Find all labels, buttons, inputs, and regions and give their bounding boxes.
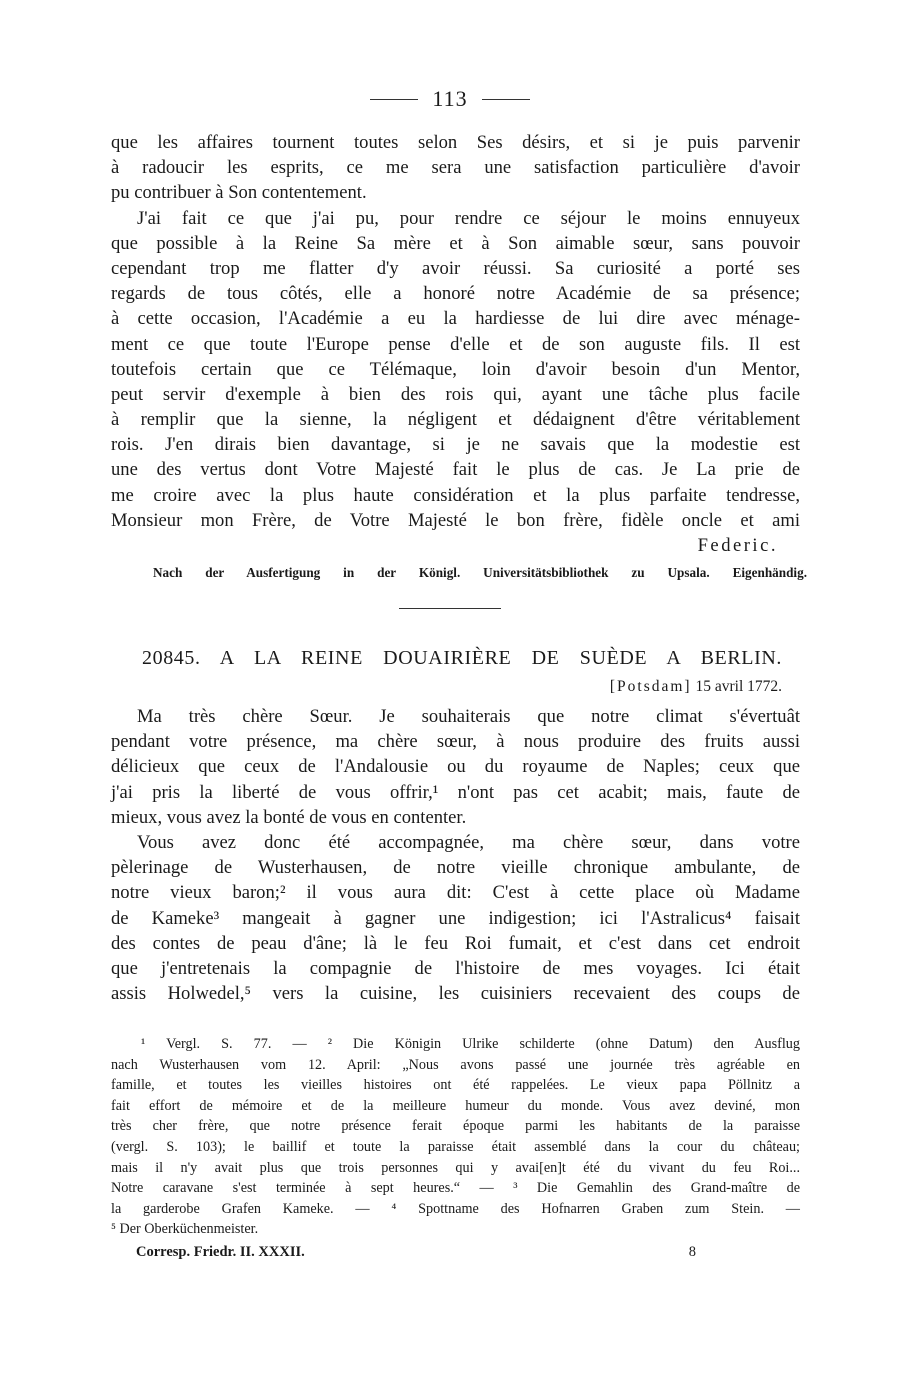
text-line: assis Holwedel,⁵ vers la cuisine, les cuisiniers recevaient des coups de bbox=[111, 983, 800, 1005]
footnote-line: fait effort de mémoire et de la meilleure humeur du monde. Vous avez deviné, mon bbox=[111, 1097, 800, 1114]
footnotes bbox=[111, 1034, 800, 1240]
footnote-line: ⁵ Der Oberküchenmeister. bbox=[111, 1221, 259, 1238]
text-line: que les affaires tournent toutes selon Ses désirs, et si je puis parvenir bbox=[111, 132, 800, 153]
text-line: à cette occasion, l'Académie a eu la hardiesse de lui dire avec ménage- bbox=[111, 308, 800, 330]
letter-title: A LA REINE DOUAIRIÈRE DE SUÈDE A BERLIN. bbox=[219, 647, 782, 669]
text-line: rois. J'en dirais bien davantage, si je ne savais que la modestie est bbox=[111, 434, 800, 456]
source-note: Nach der Ausfertigung in der Königl. Universitätsbibliothek zu Upsala. Eigenhändig. bbox=[153, 565, 807, 580]
letter-heading bbox=[142, 644, 782, 672]
footnote-line: la garderobe Grafen Kameke. — ⁴ Spottname des Hofnarren Graben zum Stein. — bbox=[111, 1200, 800, 1217]
text-line: Monsieur mon Frère, de Votre Majesté le bon frère, fidèle oncle et ami bbox=[111, 509, 800, 531]
letter-signature: Federic. bbox=[697, 535, 778, 556]
text-line: j'ai pris la liberté de vous offrir,¹ n'ont pas cet acabit; mais, faute de bbox=[111, 781, 800, 803]
page-number: 113 bbox=[432, 86, 468, 111]
footnote-line: mais il n'y avait plus que trois personnes qui y avai[en]t été du vivant du feu Roi... bbox=[111, 1159, 800, 1176]
text-line: des contes de peau d'âne; là le feu Roi fumait, et c'est dans cet endroit bbox=[111, 932, 800, 954]
text-line: à radoucir les esprits, ce me sera une satisfaction particulière d'avoir bbox=[111, 157, 800, 179]
text-line: Ma très chère Sœur. Je souhaiterais que notre climat s'évertuât bbox=[137, 706, 800, 727]
text-line: à remplir que la sienne, la négligent et dédaignent d'être véritablement bbox=[111, 409, 800, 431]
text-line: notre vieux baron;² il vous aura dit: C'est à cette place où Madame bbox=[111, 882, 800, 904]
footnote-line: (vergl. S. 103); le baillif et toute la paraisse était assemblé dans la cour du château; bbox=[111, 1138, 800, 1155]
text-line: regards de tous côtés, elle a honoré notre Académie de sa présence; bbox=[111, 283, 800, 305]
footnote-line: très cher frère, que notre présence ferait époque parmi les habitants de la paraisse bbox=[111, 1118, 800, 1135]
footnote-line: famille, et toutes les vieilles histoires ont été rappelées. Le vieux papa Pöllnitz a bbox=[111, 1077, 800, 1094]
text-line: J'ai fait ce que j'ai pu, pour rendre ce séjour le moins ennuyeux bbox=[137, 207, 800, 229]
text-line: pu contribuer à Son contentement. bbox=[111, 182, 367, 204]
letter-place: [Potsdam] bbox=[609, 678, 692, 695]
previous-letter-text bbox=[111, 130, 800, 558]
letter-dateline bbox=[480, 675, 782, 699]
text-line: cependant trop me flatter d'y avoir réussi. Sa curiosité a porté ses bbox=[111, 257, 800, 279]
sheet-number: 8 bbox=[688, 1244, 696, 1260]
text-line: mieux, vous avez la bonté de vous en contenter. bbox=[111, 806, 467, 828]
header-rule-left bbox=[370, 99, 418, 100]
text-line: que j'entretenais la compagnie de l'histoire de mes voyages. Ici était bbox=[111, 957, 800, 979]
text-line: délicieux que ceux de l'Andalousie ou du royaume de Naples; ceux que bbox=[111, 756, 800, 778]
footnote-line: nach Wusterhausen vom 12. April: „Nous avons passé une journée très agréable en bbox=[111, 1056, 800, 1073]
text-line: ment ce que toute l'Europe pense d'elle et de son auguste fils. Il est bbox=[111, 333, 800, 355]
text-line: que possible à la Reine Sa mère et à Son aimable sœur, sans pouvoir bbox=[111, 232, 800, 254]
signature-line: Corresp. Friedr. II. XXXII. bbox=[136, 1244, 305, 1260]
text-line: de Kameke³ mangeait à gagner une indigestion; ici l'Astralicus⁴ faisait bbox=[111, 907, 800, 929]
letter-number: 20845. bbox=[142, 647, 201, 669]
text-line: Vous avez donc été accompagnée, ma chère sœur, dans votre bbox=[137, 831, 800, 853]
text-line: pendant votre présence, ma chère sœur, à nous produire des fruits aussi bbox=[111, 731, 800, 753]
letter-text bbox=[111, 704, 800, 1006]
header-rule-right bbox=[482, 99, 530, 100]
text-line: pèlerinage de Wusterhausen, de notre vieille chronique ambulante, de bbox=[111, 857, 800, 879]
section-divider bbox=[399, 608, 501, 609]
footnote-line: ¹ Vergl. S. 77. — ² Die Königin Ulrike schilderte (ohne Datum) den Ausflug bbox=[141, 1036, 800, 1052]
running-header bbox=[0, 84, 900, 114]
footnote-line: Notre caravane s'est terminée à sept heures.“ — ³ Die Gemahlin des Grand-maître de bbox=[111, 1180, 800, 1197]
text-line: me croire avec la plus haute considération et la plus parfaite tendresse, bbox=[111, 484, 800, 506]
page-footer bbox=[136, 1240, 696, 1264]
text-line: toutefois certain que ce Télémaque, loin d'avoir besoin d'un Mentor, bbox=[111, 358, 800, 380]
text-line: peut servir d'exemple à bien des rois qui, ayant une tâche plus facile bbox=[111, 383, 800, 405]
letter-date: 15 avril 1772. bbox=[695, 678, 782, 695]
text-line: une des vertus dont Votre Majesté fait le plus de cas. Je La prie de bbox=[111, 459, 800, 481]
